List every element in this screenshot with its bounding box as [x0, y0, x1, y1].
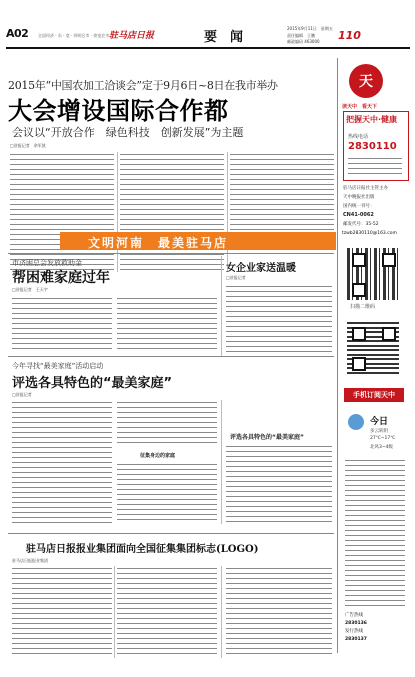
- sidebar-logo-mark: 天: [359, 74, 373, 90]
- article2-headline: 帮困难家庭过年: [12, 270, 110, 286]
- info-line: 国内统一刊号：: [343, 204, 375, 209]
- lead-kicker: 2015年“中国农加工洽谈会”定于9月6日~8日在我市举办: [8, 79, 278, 92]
- article3-byline: □驻报记者: [226, 275, 246, 280]
- masthead-logo: 驻马店日报: [109, 31, 155, 41]
- footer-line: 广告热线: [345, 613, 363, 618]
- editor-line: 责任编辑 王鹏: [287, 33, 315, 38]
- lead-byline: □驻报记者 余军凯: [10, 143, 46, 148]
- code-line: 邮政编码 463000: [287, 39, 320, 44]
- info-line: CN41-0062: [343, 212, 374, 218]
- sidebar-slogan: 读天中 看天下: [342, 104, 378, 110]
- article4-headline: 评选各具特色的“最美家庭”: [12, 376, 173, 391]
- sidebar-email[interactable]: tzwb2830110@163.com: [342, 231, 397, 236]
- lead-subhead: 会议以“开放合作 绿色科技 创新发展”为主题: [12, 126, 244, 139]
- qr-label: 扫描二维码: [350, 304, 376, 310]
- article4-section-head: 征集身边的家庭: [140, 453, 176, 459]
- section-title: 要 闻: [204, 30, 244, 45]
- subscribe-badge[interactable]: 手机订阅天中: [344, 388, 404, 402]
- civic-banner-title: 文明河南 最美驻马店: [88, 236, 229, 250]
- article2-kicker: 市济困总会发放救助金: [12, 259, 82, 267]
- weather-icon: [348, 414, 364, 430]
- issue-date: 2015年9月11日 星期五: [287, 26, 333, 31]
- page-code: A02: [6, 27, 29, 40]
- footer-line: 发行热线: [345, 629, 363, 634]
- sidebar-info: [343, 184, 407, 229]
- section-tags: 全国经济 · 东 · 宽 · 四明区市 · 豪宠农市: [38, 33, 110, 38]
- article2-byline: □驻报记者 王天宇: [12, 287, 48, 292]
- lead-body-col3: [230, 152, 334, 232]
- sidebar-footer: [345, 612, 405, 644]
- wind: 北风3~4级: [370, 445, 393, 450]
- lead-body-col2: [120, 152, 224, 274]
- article5-byline: 驻马店日报报业集团: [12, 558, 48, 563]
- weather-label: 今日: [370, 417, 389, 427]
- footer-line: 2830137: [345, 637, 367, 642]
- promo-title: 把握天中·健康: [346, 115, 398, 124]
- hotline-label: 热线电话: [348, 134, 369, 140]
- article3-headline: 女企业家送温暖: [226, 263, 296, 274]
- info-line: 驻马店日报社主管主办: [343, 186, 388, 191]
- temperature: 27℃~17℃: [370, 436, 396, 441]
- lead-body-col1: [10, 152, 114, 274]
- article4-subtitle: 评选各具特色的“最美家庭”: [230, 434, 304, 441]
- info-line: 邮发代号：35-52: [343, 222, 379, 227]
- footer-line: 2830136: [345, 621, 367, 626]
- masthead-stamp: 110: [338, 29, 361, 42]
- article4-kicker: 今年寻找“最美家庭”活动启动: [12, 362, 104, 370]
- weather-text: 多云转阴: [370, 429, 388, 434]
- lead-headline: 大会增设国际合作都: [8, 97, 229, 125]
- info-line: 天中晚报社出版: [343, 195, 375, 200]
- article4-byline: □驻报记者: [12, 392, 32, 397]
- article5-headline: 驻马店日报报业集团面向全国征集集团标志(LOGO): [26, 544, 259, 555]
- hotline-number: 2830110: [348, 141, 397, 152]
